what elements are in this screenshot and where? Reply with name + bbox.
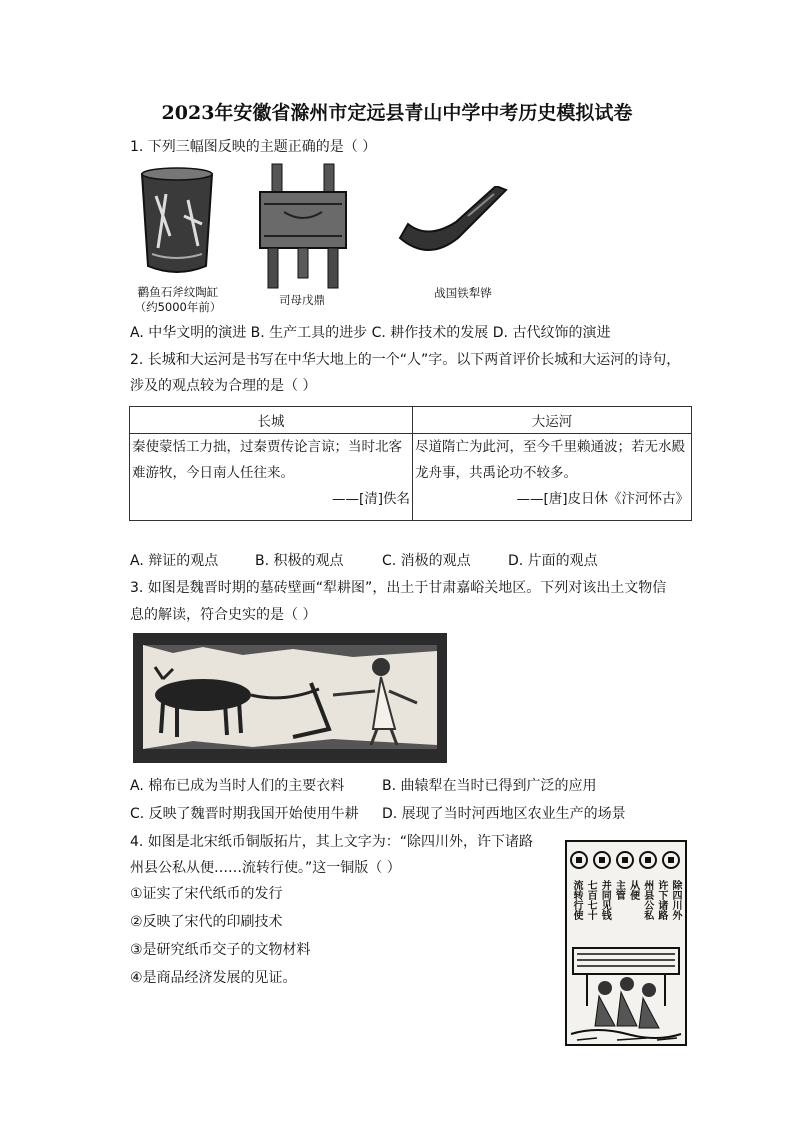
plate-text-col-2: 许下诸路 xyxy=(655,880,667,920)
q2-option-d: D. 片面的观点 xyxy=(508,553,598,569)
q4-stem-line1: 4. 如图是北宋纸币铜版拓片，其上文字为：“除四川外，许下诸路 xyxy=(130,834,534,850)
coin-row-decoration xyxy=(567,846,685,876)
great-wall-poem-cell xyxy=(130,434,413,521)
great-wall-poem-line1: 秦使蒙恬工力拙，过秦贾传论言谅；当时北客 xyxy=(132,439,402,455)
grand-canal-poem-line1: 尽道隋亡为此河，至今千里赖通波；若无水殿 xyxy=(415,439,685,455)
grand-canal-poem-cell xyxy=(413,434,692,521)
table-header-great-wall: 长城 xyxy=(130,407,413,434)
plate-picture-scene xyxy=(567,946,685,1044)
great-wall-poem-line2: 难游牧，今日南人任往来。 xyxy=(132,465,294,481)
iron-plowshare-image xyxy=(398,186,510,264)
caption-pottery-date: （约5000年前） xyxy=(134,300,222,314)
plate-text-col-1: 除四川外 xyxy=(669,880,681,920)
q2-option-a: A. 辩证的观点 xyxy=(130,553,219,569)
table-header-grand-canal: 大运河 xyxy=(413,407,692,434)
grand-canal-poem-line2: 龙舟事，共禹论功不较多。 xyxy=(415,465,577,481)
q4-stem-line2: 州县公私从便……流转行使。”这一铜版（ ） xyxy=(130,860,401,876)
plate-text-col-8: 流转行使 xyxy=(571,880,582,920)
grand-canal-poem-source: ——[唐]皮日休《汴河怀古》 xyxy=(516,491,689,507)
q3-option-b: B. 曲辕犁在当时已得到广泛的应用 xyxy=(382,778,597,794)
q4-item-3: ③是研究纸币交子的文物材料 xyxy=(130,942,311,958)
q2-option-b: B. 积极的观点 xyxy=(255,553,344,569)
q4-item-1: ①证实了宋代纸币的发行 xyxy=(130,886,283,902)
page-title: 2023年安徽省滁州市定远县青山中学中考历史模拟试卷 xyxy=(161,102,633,124)
great-wall-poem-source: ——[清]佚名 xyxy=(331,491,410,507)
plowing-mural-image xyxy=(133,633,447,763)
q3-stem-line1: 3. 如图是魏晋时期的墓砖壁画“犁耕图”，出土于甘肃嘉峪关地区。下列对该出土文物信 xyxy=(130,580,667,596)
song-paper-money-plate-image xyxy=(565,840,687,1046)
q1-options: A. 中华文明的演进 B. 生产工具的进步 C. 耕作技术的发展 D. 古代纹饰的演进 xyxy=(130,325,611,341)
q3-option-a: A. 棉布已成为当时人们的主要衣料 xyxy=(130,778,345,794)
q2-stem-line1: 2. 长城和大运河是书写在中华大地上的一个“人”字。以下两首评价长城和大运河的诗句， xyxy=(130,352,681,368)
plate-text-col-3: 州县公私 xyxy=(641,880,653,920)
q3-option-d: D. 展现了当时河西地区农业生产的场景 xyxy=(382,806,626,822)
plate-text-col-6: 并同见钱 xyxy=(599,880,611,920)
plate-text-col-4: 从便 xyxy=(627,880,639,900)
plate-inscription xyxy=(571,880,681,942)
plate-text-col-5: 主管 xyxy=(613,880,625,900)
q4-item-2: ②反映了宋代的印刷技术 xyxy=(130,914,283,930)
q3-stem-line2: 息的解读，符合史实的是（ ） xyxy=(130,607,317,623)
plate-text-col-7: 七百七十 xyxy=(585,880,597,920)
q4-item-4: ④是商品经济发展的见证。 xyxy=(130,970,297,986)
caption-ding: 司母戊鼎 xyxy=(279,293,325,307)
q3-option-c: C. 反映了魏晋时期我国开始使用牛耕 xyxy=(130,806,359,822)
caption-pottery: 鹳鱼石斧纹陶缸 xyxy=(137,285,219,299)
q1-stem: 1. 下列三幅图反映的主题正确的是（ ） xyxy=(130,139,377,155)
q2-stem-line2: 涉及的观点较为合理的是（ ） xyxy=(130,378,317,394)
caption-plowshare: 战国铁犁铧 xyxy=(434,286,492,300)
q2-option-c: C. 消极的观点 xyxy=(382,553,471,569)
pottery-jar-image xyxy=(136,166,218,284)
q2-poem-table xyxy=(129,406,692,521)
bronze-ding-image xyxy=(254,162,352,292)
